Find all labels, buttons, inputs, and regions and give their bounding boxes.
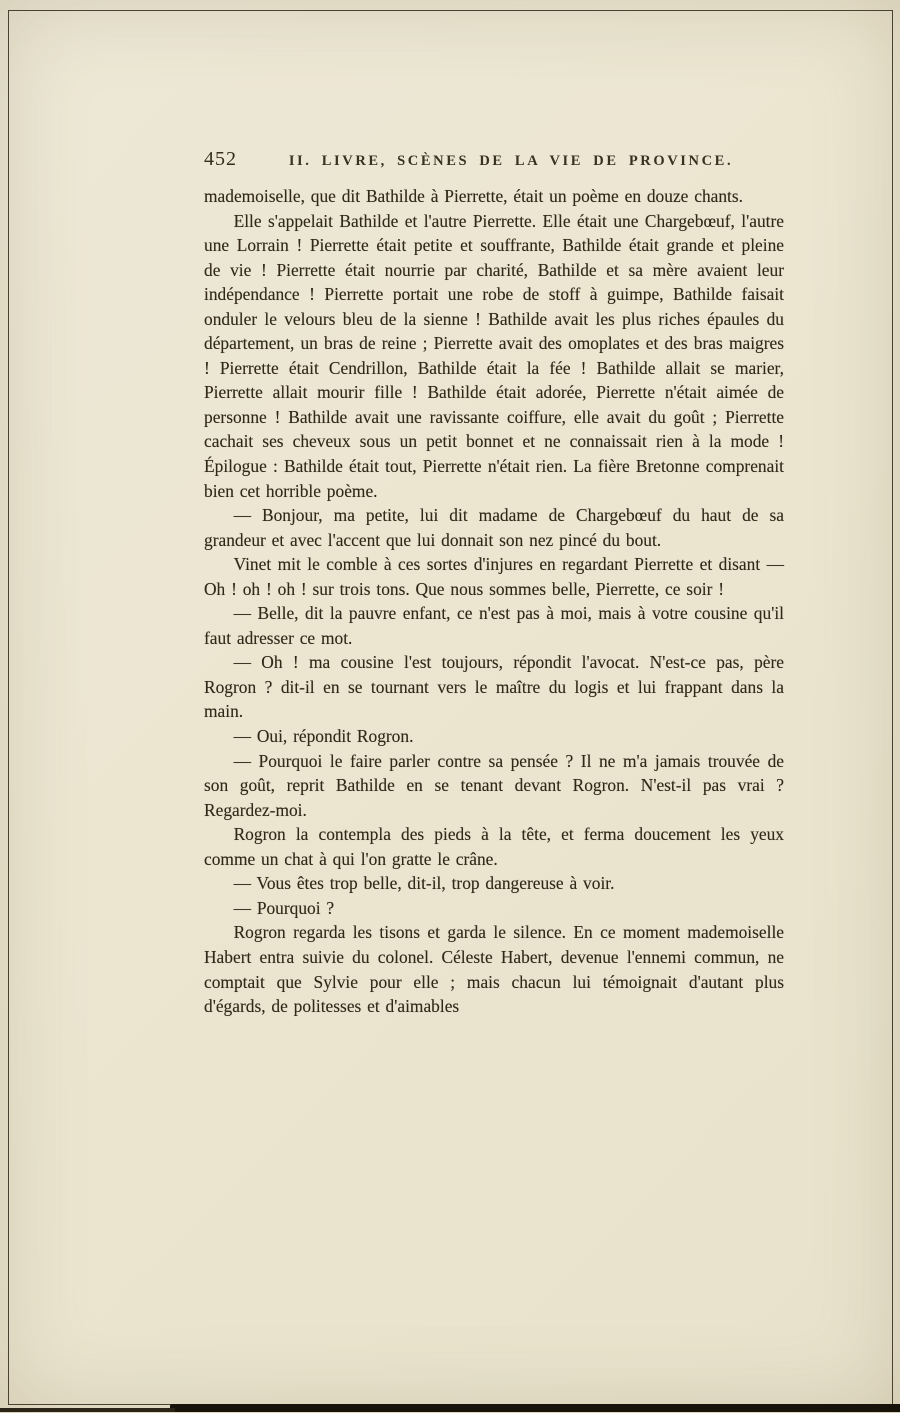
scan-bottom-edge (170, 1404, 900, 1412)
paragraph: — Oui, répondit Rogron. (233, 726, 414, 747)
paragraph: Vinet mit le comble à ces sortes d'injures en regardant Pierrette et disant — Oh ! oh ! oh ! sur trois tons. Que nous sommes belle, Pierrette, ce soir ! (204, 554, 784, 599)
paragraph: — Pourquoi ? (233, 897, 335, 918)
paragraph: Elle s'appelait Bathilde et l'autre Pierrette. Elle était une Chargebœuf, l'autre une Lorrain ! Pierrette était petite et souffrante, Bathilde était grande et pleine de vie ! Pierrette était nourrie par charité, Bathilde et sa mère avaient leur indépendance ! Pierrette portait une robe de stoff à guimpe, Bathilde faisait onduler le velours bleu de la sienne ! Bathilde avait les plus riches épaules du département, un bras de reine ; Pierrette avait des omoplates et des bras maigres ! Pierrette était Cendrillon, Bathilde était la fée ! Bathilde allait se marier, Pierrette allait mourir fille ! Bathilde était adorée, Pierrette n'était aimée de personne ! Bathilde avait une ravissante coiffure, elle avait du goût ; Pierrette cachait ses cheveux sous un petit bonnet et ne connaissait rien à la mode ! Épilogue : Bathilde était tout, Pierrette n'était rien. La fière Bretonne comprenait bien cet horrible poème. (204, 210, 784, 501)
scan-bottom-edge-left (0, 1408, 175, 1412)
paragraph: — Vous êtes trop belle, dit-il, trop dangereuse à voir. (233, 873, 615, 894)
paragraph: — Belle, dit la pauvre enfant, ce n'est pas à moi, mais à votre cousine qu'il faut adresser ce mot. (204, 603, 784, 648)
paragraph: Rogron la contempla des pieds à la tête, et ferma doucement les yeux comme un chat à qui l'on gratte le crâne. (204, 824, 784, 869)
text-block (204, 148, 784, 1019)
paragraph: Rogron regarda les tisons et garda le silence. En ce moment mademoiselle Habert entra suivie du colonel. Céleste Habert, devenue l'ennemi commun, ne comptait que Sylvie pour elle ; mais chacun lui témoignait d'autant plus d'égards, de politesses et d'aimables (204, 922, 784, 1017)
paragraph: — Pourquoi le faire parler contre sa pensée ? Il ne m'a jamais trouvée de son goût, reprit Bathilde en se tenant devant Rogron. N'est-il pas vrai ? Regardez-moi. (204, 750, 784, 820)
running-title: II. LIVRE, SCÈNES DE LA VIE DE PROVINCE. (288, 153, 734, 169)
paragraph: — Bonjour, ma petite, lui dit madame de Chargebœuf du haut de sa grandeur et avec l'accent que lui donnait son nez pincé du bout. (204, 505, 784, 550)
running-head (204, 148, 784, 171)
paragraph: — Oh ! ma cousine l'est toujours, répondit l'avocat. N'est-ce pas, père Rogron ? dit-il en se tournant vers le maître du logis et lui frappant dans la main. (204, 652, 784, 722)
paragraph: mademoiselle, que dit Bathilde à Pierrette, était un poème en douze chants. (204, 186, 744, 206)
page-number: 452 (204, 148, 237, 170)
body-text (204, 184, 784, 1019)
